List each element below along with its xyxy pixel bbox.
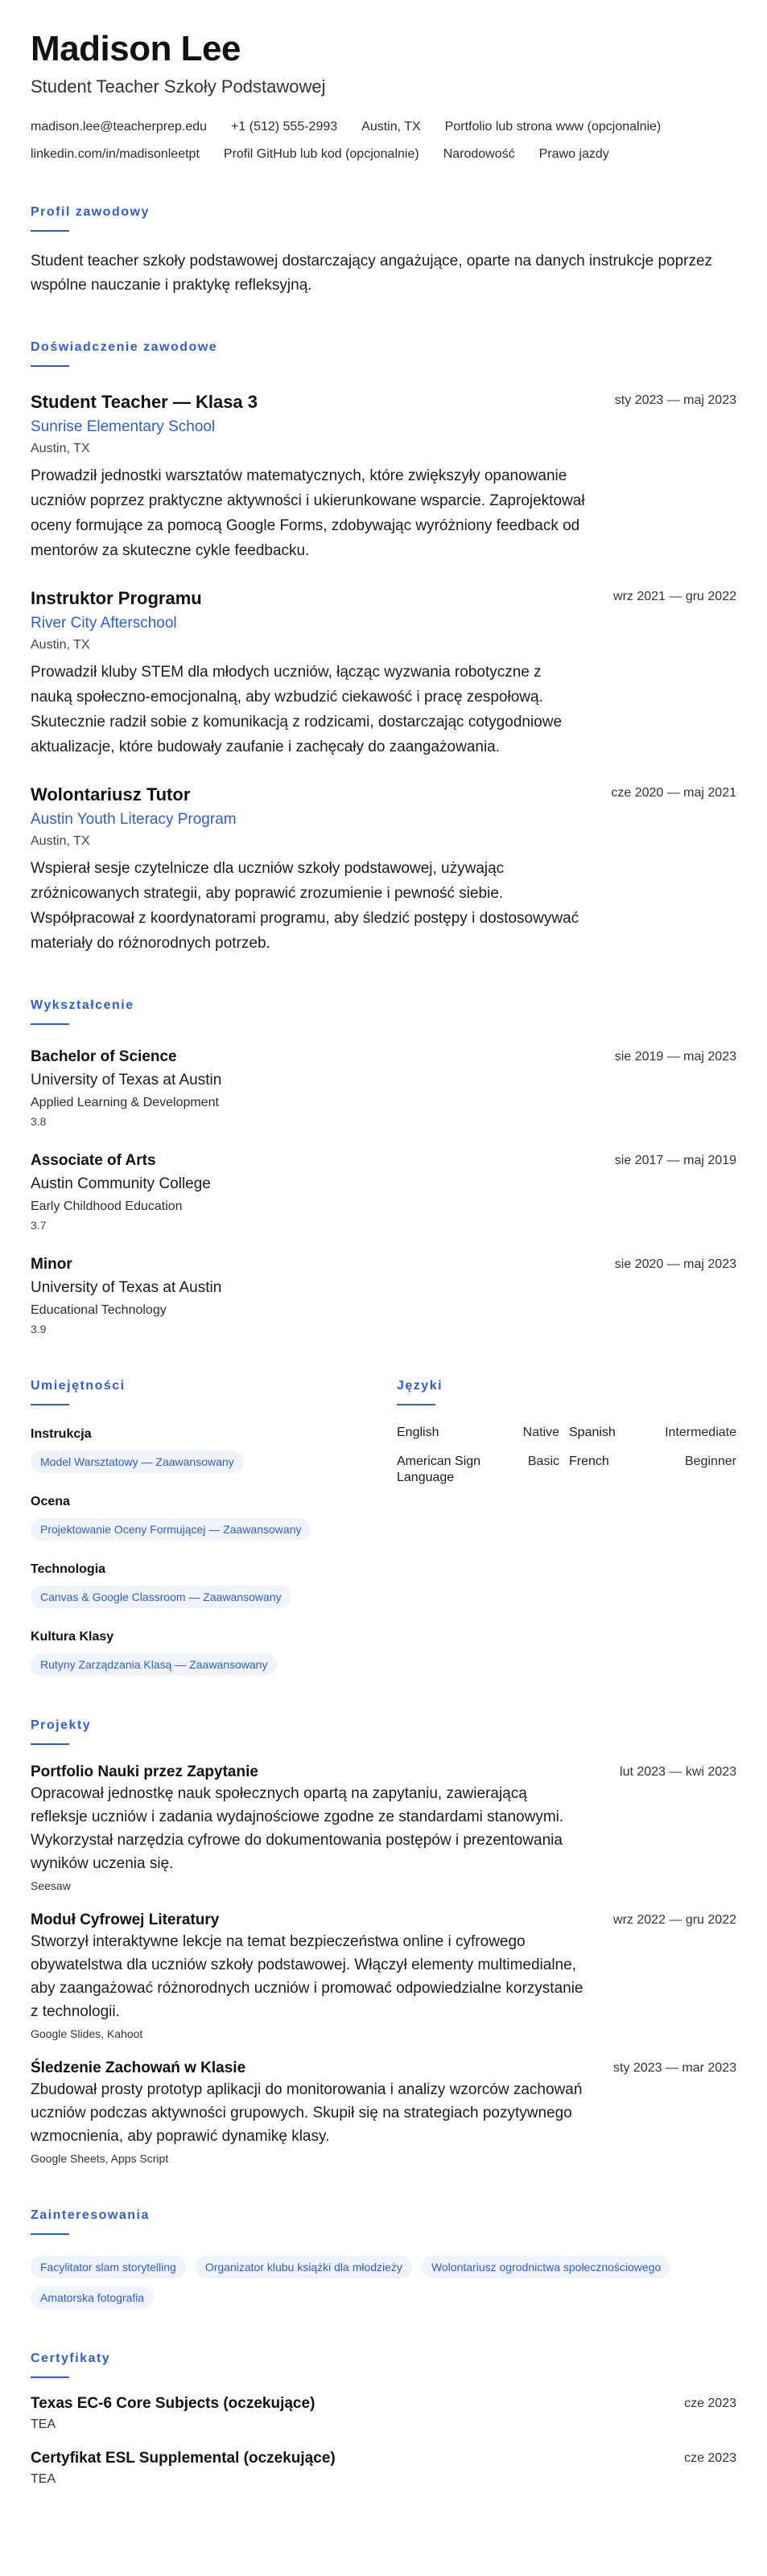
- contact-portfolio[interactable]: Portfolio lub strona www (opcjonalnie): [444, 120, 662, 134]
- job-title: Instruktor Programu: [31, 588, 202, 608]
- candidate-name: Madison Lee: [31, 29, 241, 68]
- contact-location: Austin, TX: [361, 120, 421, 134]
- certification-date: cze 2023: [684, 2397, 736, 2410]
- project-tools: Google Sheets, Apps Script: [31, 2152, 169, 2165]
- certification-entry: [31, 2394, 736, 2433]
- language-level: Native: [522, 1426, 559, 1439]
- certification-issuer: TEA: [31, 2418, 56, 2431]
- certification-date: cze 2023: [684, 2451, 736, 2465]
- contact-nationality: Narodowość: [443, 147, 515, 161]
- education-section: [31, 998, 736, 1336]
- language-level: Intermediate: [665, 1426, 736, 1439]
- language-level: Basic: [527, 1455, 559, 1468]
- section-heading: Projekty: [31, 1718, 92, 1732]
- language-name: English: [397, 1426, 439, 1439]
- section-divider: [31, 1404, 69, 1405]
- skill-chip: Rutyny Zarządzania Klasą — Zaawansowany: [31, 1653, 277, 1676]
- education-date: sie 2019 — maj 2023: [614, 1050, 736, 1064]
- job-employer: Austin Youth Literacy Program: [31, 811, 237, 828]
- contact-driving-license: Prawo jazdy: [538, 147, 609, 161]
- skills-section: [31, 1378, 397, 1676]
- interest-list: [31, 2248, 736, 2309]
- section-divider: [31, 365, 69, 367]
- degree-name: Bachelor of Science: [31, 1048, 177, 1065]
- education-entry: [31, 1151, 736, 1232]
- section-divider: [31, 1023, 69, 1025]
- project-date: lut 2023 — kwi 2023: [620, 1765, 736, 1779]
- section-divider: [31, 2376, 69, 2378]
- project-tools: Seesaw: [31, 1879, 71, 1892]
- project-description: Stworzył interaktywne lekcje na temat bezpieczeństwa online i cyfrowego obywatelstwa dla uczniów szkoły podstawowej. Włączył elementy multimedialne, aby zaangażować różnorodnych uczniów i promować odpowiedzialne korzystanie z technologii.: [31, 1933, 583, 2020]
- contact-github[interactable]: Profil GitHub lub kod (opcjonalnie): [223, 147, 419, 161]
- projects-section: [31, 1718, 736, 2166]
- section-heading: Wykształcenie: [31, 998, 134, 1012]
- section-divider: [31, 1743, 69, 1745]
- certification-issuer: TEA: [31, 2472, 56, 2486]
- degree-name: Associate of Arts: [31, 1152, 156, 1169]
- job-date: cze 2020 — maj 2021: [611, 786, 736, 800]
- skill-category: Instrukcja: [31, 1427, 92, 1441]
- section-divider: [31, 230, 69, 232]
- job-description: Prowadził kluby STEM dla młodych uczniów, łącząc wyzwania robotyczne z nauką społeczno-emocjonalną, aby wzbudzić ciekawość i pracę zespołową. Skutecznie radził sobie z komunikacją z rodzicami, dostarczając cotygodniowe aktualizacje, które budowały zaufanie i zachęcały do zaangażowania.: [31, 664, 563, 755]
- certification-name: Certyfikat ESL Supplemental (oczekujące): [31, 2450, 336, 2467]
- skill-chip: Model Warsztatowy — Zaawansowany: [31, 1451, 244, 1473]
- field-of-study: Early Childhood Education: [31, 1200, 183, 1213]
- skill-group: [31, 1629, 397, 1676]
- contact-email[interactable]: madison.lee@teacherprep.edu: [31, 120, 208, 134]
- job-employer: Sunrise Elementary School: [31, 418, 216, 435]
- job-description: Prowadził jednostki warsztatów matematycznych, które zwiększyły opanowanie uczniów poprzez praktyczne aktywności i ukierunkowane wsparcie. Zaprojektował oceny formujące za pomocą Google Forms, zdobywając wyróżniony feedback od mentorów za skuteczne cykle feedbacku.: [31, 467, 585, 559]
- certification-entry: [31, 2449, 736, 2488]
- education-date: sie 2017 — maj 2019: [614, 1154, 736, 1167]
- interest-chip: Organizator klubu książki dla młodzieży: [196, 2256, 412, 2278]
- interests-section: [31, 2208, 736, 2309]
- languages-section: [397, 1378, 736, 1676]
- education-entry: [31, 1255, 736, 1336]
- project-date: wrz 2022 — gru 2022: [613, 1913, 736, 1927]
- resume-header: [31, 27, 736, 163]
- summary-section: [31, 204, 736, 298]
- section-heading: Języki: [397, 1379, 443, 1393]
- gpa-value: 3.9: [31, 1323, 47, 1335]
- candidate-title: Student Teacher Szkoły Podstawowej: [31, 76, 326, 97]
- field-of-study: Educational Technology: [31, 1303, 167, 1317]
- project-title: Moduł Cyfrowej Literatury: [31, 1911, 220, 1928]
- section-heading: Umiejętności: [31, 1379, 126, 1393]
- project-tools: Google Slides, Kahoot: [31, 2027, 143, 2040]
- language-name: American Sign Language: [397, 1455, 481, 1484]
- section-heading: Profil zawodowy: [31, 205, 150, 219]
- language-name: French: [569, 1455, 609, 1468]
- education-date: sie 2020 — maj 2023: [614, 1257, 736, 1271]
- contact-list: [31, 119, 723, 163]
- project-entry: [31, 1911, 736, 2041]
- job-date: wrz 2021 — gru 2022: [613, 590, 736, 603]
- job-employer: River City Afterschool: [31, 615, 177, 632]
- section-heading: Doświadczenie zawodowe: [31, 340, 218, 354]
- skill-category: Ocena: [31, 1495, 70, 1508]
- contact-linkedin[interactable]: linkedin.com/in/madisonleetpt: [31, 147, 200, 161]
- project-date: sty 2023 — mar 2023: [613, 2061, 736, 2075]
- job-location: Austin, TX: [31, 638, 90, 652]
- section-divider: [397, 1404, 435, 1405]
- skill-category: Kultura Klasy: [31, 1630, 114, 1644]
- job-location: Austin, TX: [31, 834, 90, 848]
- skill-group: [31, 1494, 397, 1541]
- skill-group: [31, 1562, 397, 1608]
- experience-section: [31, 339, 736, 956]
- job-description: Wspierał sesje czytelnicze dla uczniów szkoły podstawowej, używając zróżnicowanych strategii, aby poprawić zrozumienie i pewność siebie. Współpracował z koordynatorami programu, aby śledzić postępy i dostosowywać materiały do różnorodnych potrzeb.: [31, 860, 579, 952]
- job-date: sty 2023 — maj 2023: [614, 393, 736, 407]
- summary-text: Student teacher szkoły podstawowej dostarczający angażujące, oparte na danych instrukcje poprzez wspólne nauczanie i praktykę refleksyjną.: [31, 253, 713, 294]
- skill-category: Technologia: [31, 1562, 106, 1576]
- education-entry: [31, 1047, 736, 1129]
- skill-chip: Canvas & Google Classroom — Zaawansowany: [31, 1586, 291, 1608]
- project-description: Opracował jednostkę nauk społecznych opartą na zapytaniu, zawierającą refleksje uczniów i zadania wydajnościowe zgodne ze standardami stanowymi. Wykorzystał narzędzia cyfrowe do dokumentowania postępów i prezentowania wyników uczenia się.: [31, 1785, 564, 1872]
- certification-name: Texas EC-6 Core Subjects (oczekujące): [31, 2395, 315, 2412]
- project-title: Portfolio Nauki przez Zapytanie: [31, 1763, 258, 1780]
- school-name: University of Texas at Austin: [31, 1279, 222, 1296]
- skills-languages-row: [31, 1378, 736, 1676]
- language-name: Spanish: [569, 1426, 616, 1439]
- field-of-study: Applied Learning & Development: [31, 1096, 219, 1109]
- section-heading: Zainteresowania: [31, 2208, 150, 2222]
- certifications-section: [31, 2351, 736, 2488]
- section-divider: [31, 2233, 69, 2235]
- project-description: Zbudował prosty prototyp aplikacji do monitorowania i analizy wzorców zachowań uczniów podczas aktywności grupowych. Skupił się na strategiach pozytywnego wzmocnienia, aby poprawić dynamikę klasy.: [31, 2081, 583, 2145]
- experience-entry: [31, 587, 736, 759]
- project-entry: [31, 1763, 736, 1893]
- language-level: Beginner: [684, 1455, 736, 1468]
- skill-chip: Projektowanie Oceny Formującej — Zaawansowany: [31, 1518, 311, 1541]
- contact-phone[interactable]: +1 (512) 555-2993: [231, 120, 338, 134]
- section-heading: Certyfikaty: [31, 2352, 111, 2365]
- gpa-value: 3.7: [31, 1219, 47, 1232]
- school-name: University of Texas at Austin: [31, 1072, 222, 1088]
- gpa-value: 3.8: [31, 1115, 47, 1128]
- project-entry: [31, 2059, 736, 2166]
- interest-chip: Amatorska fotografia: [31, 2286, 154, 2309]
- job-title: Student Teacher — Klasa 3: [31, 392, 258, 412]
- job-location: Austin, TX: [31, 442, 90, 455]
- experience-entry: [31, 391, 736, 563]
- school-name: Austin Community College: [31, 1175, 211, 1192]
- job-title: Wolontariusz Tutor: [31, 784, 191, 804]
- degree-name: Minor: [31, 1256, 72, 1273]
- language-list: [397, 1425, 736, 1486]
- project-title: Śledzenie Zachowań w Klasie: [31, 2060, 246, 2076]
- skill-group: [31, 1426, 397, 1473]
- interest-chip: Facylitator slam storytelling: [31, 2256, 186, 2278]
- experience-entry: [31, 784, 736, 956]
- interest-chip: Wolontariusz ogrodnictwa społecznościowego: [422, 2256, 670, 2278]
